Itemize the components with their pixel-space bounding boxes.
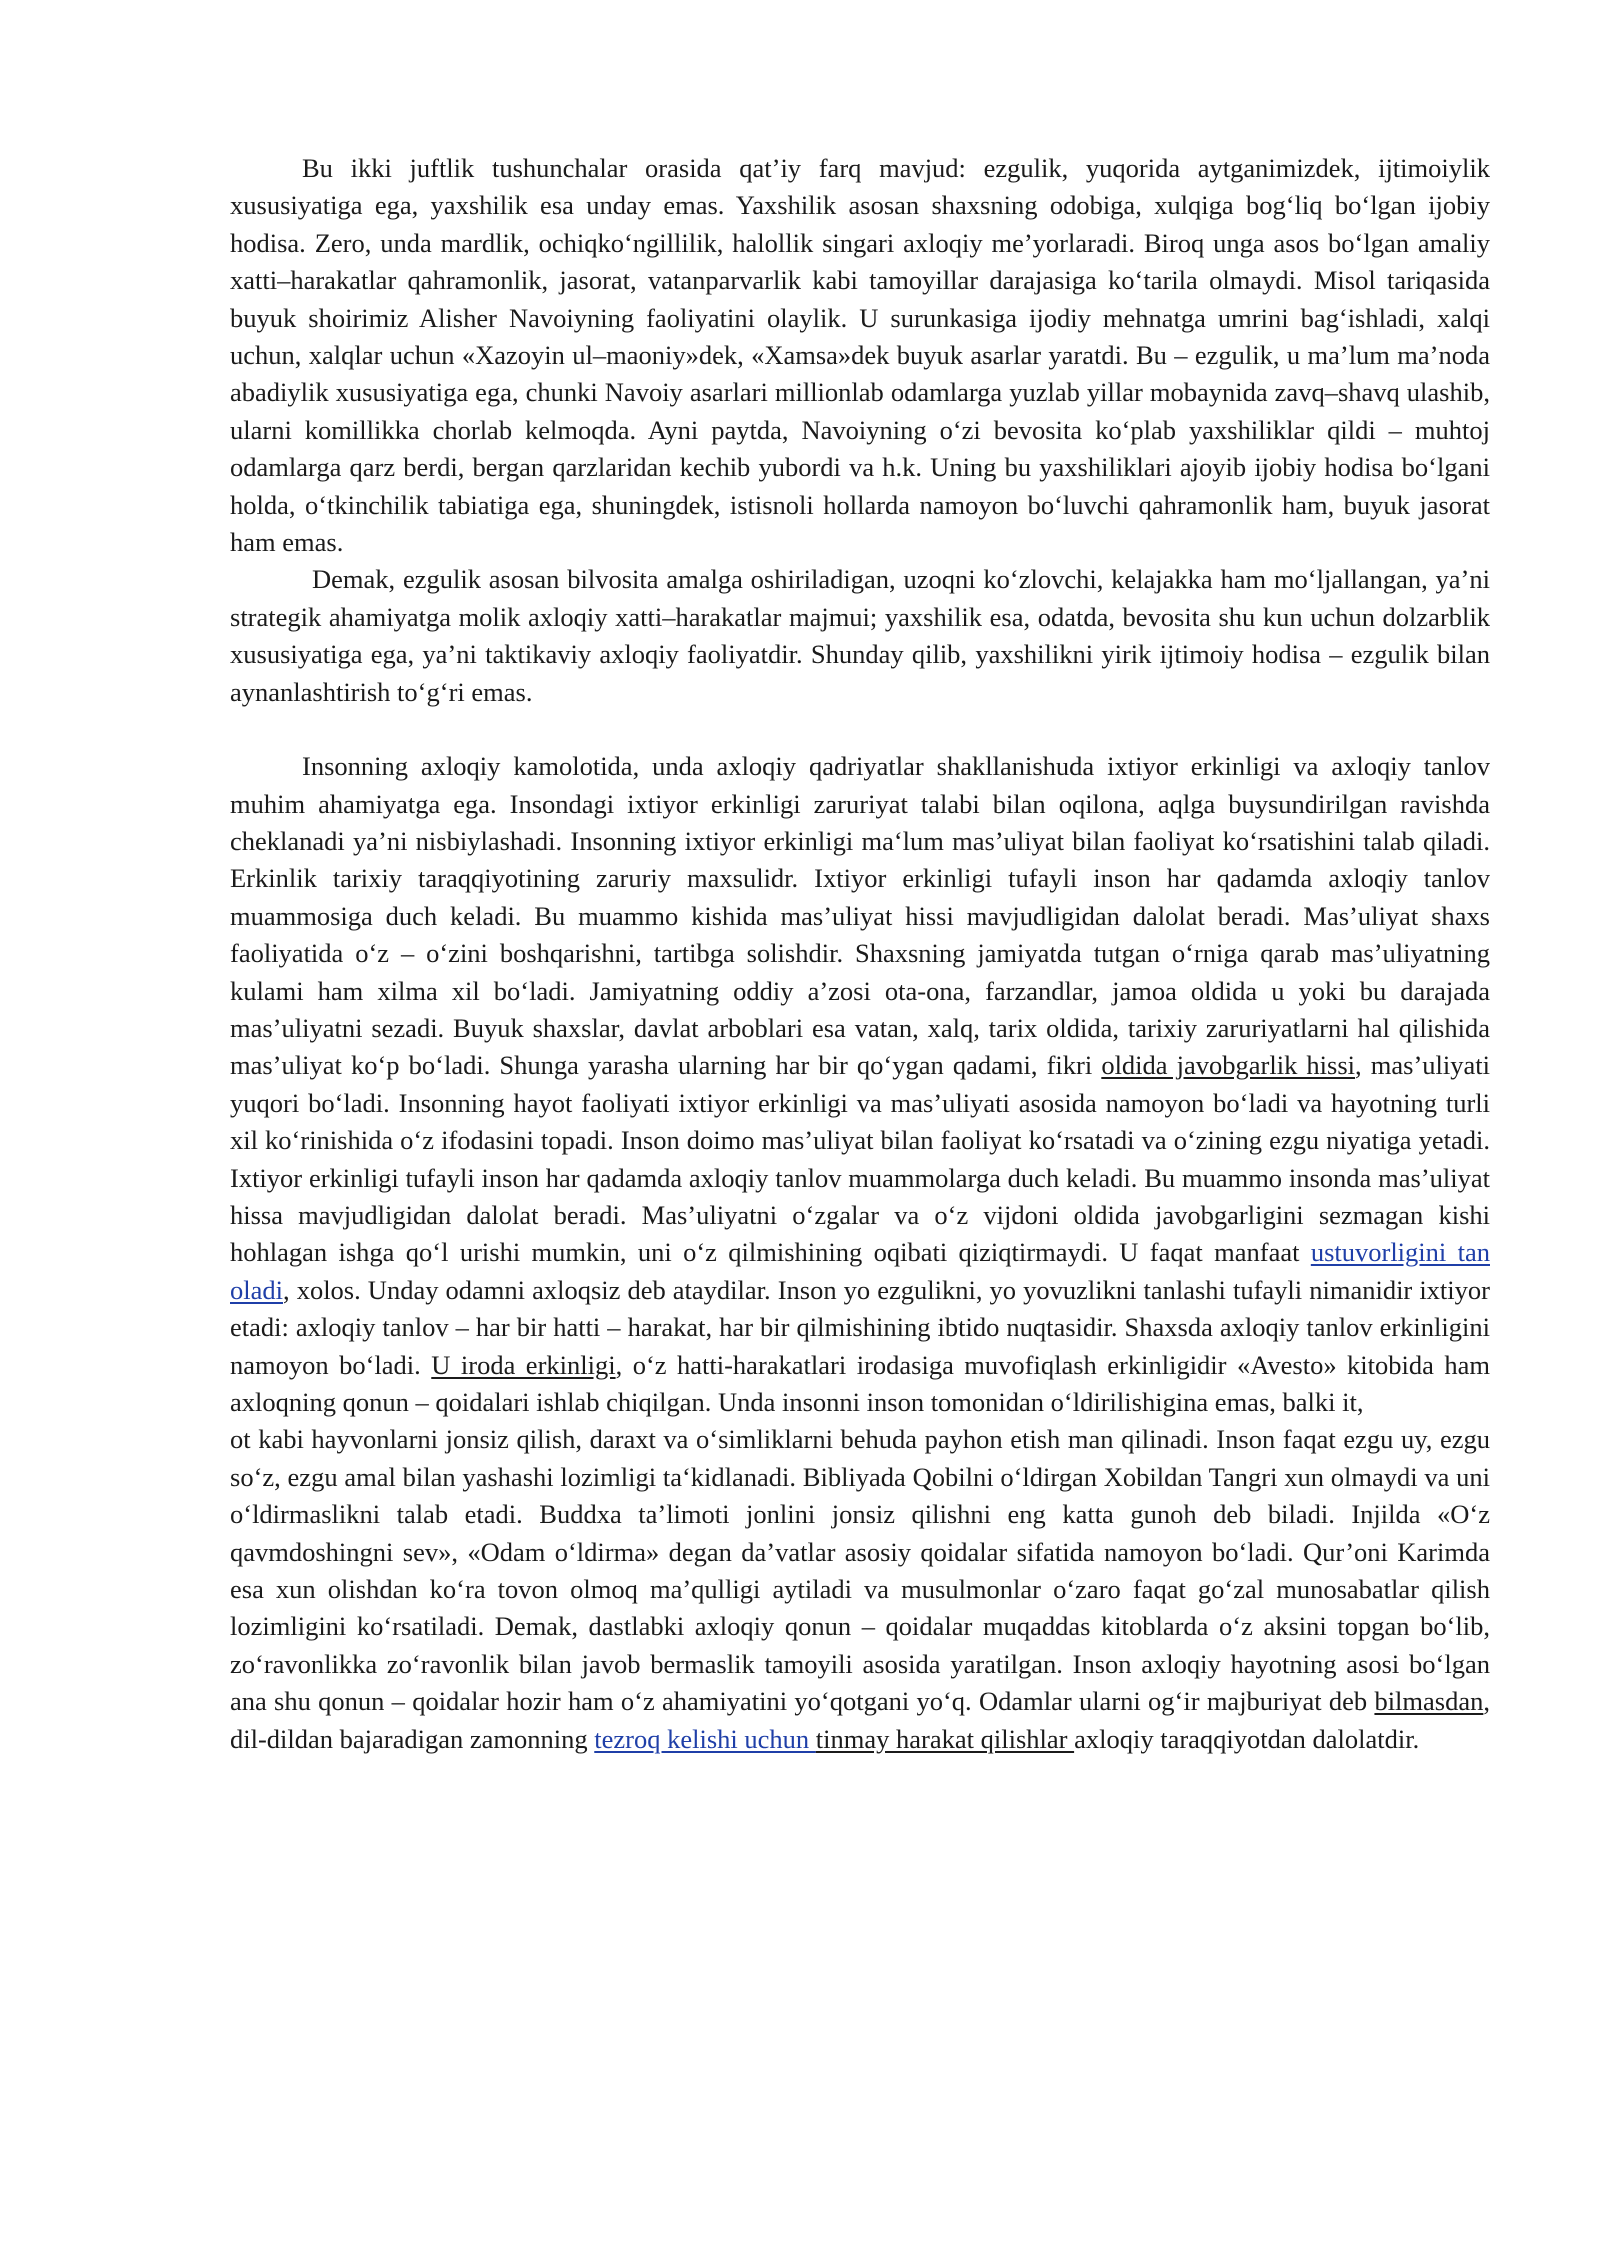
paragraph-gap [230, 711, 1490, 748]
paragraph-4 [230, 1421, 1490, 1758]
paragraph-2-text: Demak, ezgulik asosan bilvosita amalga oshiriladigan, uzoqni ko‘zlovchi, kelajakka ham mo‘ljallangan, ya’ni strategik ahamiyatga molik axloqiy xatti–harakatlar majmui; yaxshilik esa, odatda, bevosita shu kun uchun dolzarblik xususiyatiga ega, ya’ni taktikaviy axloqiy faoliyatdir. Shunday qilib, yaxshilikni yirik ijtimoiy hodisa – ezgulik bilan aynanlashtirish to‘g‘ri emas. [230, 564, 1490, 707]
underlined-phrase-iroda: U iroda erkinligi [431, 1349, 616, 1380]
paragraph-4-text-a: ot kabi hayvonlarni jonsiz qilish, daraxt va o‘simliklarni behuda payhon etish man qilinadi. Inson faqat ezgu uy, ezgu so‘z, ezgu amal bilan yashashi lozimligi ta‘kidlanadi. Bibliyada Qobilni o‘ldirgan Xobildan Tangri xun olmaydi va uni o‘ldirmaslikni talab etadi. Buddxa ta’limoti jonlini jonsiz qilishni eng katta gunoh deb biladi. Injilda «O‘z qavmdoshingni sev», «Odam o‘ldirma» degan da’vatlar asosiy qoidalar sifatida namoyon bo‘ladi. Qur’oni Karimda esa xun olishdan ko‘ra tovon olmoq ma’qulligi aytiladi va musulmonlar o‘zaro faqat go‘zal munosabatlar qilish lozimligini ko‘rsatiladi. Demak, dastlabki axloqiy qonun – qoidalar muqaddas kitoblarda o‘z aksini topgan bo‘lib, zo‘ravonlikka zo‘ravonlik bilan javob bermaslik tamoyili asosida yaratilgan. Inson axloqiy hayotning asosi bo‘lgan ana shu qonun – qoidalar hozir ham o‘z ahamiyatini yo‘qotgani yo‘q. Odamlar ularni og‘ir majburiyat deb [230, 1424, 1490, 1717]
paragraph-2 [230, 561, 1490, 711]
paragraph-3-text-c: , xolos. Unday odamni axloqsiz deb ataydilar. Inson yo ezgulikni, yo yovuzlikni tanlashi tufayli nimanidir ixtiyor etadi: axloqiy tanlov – har bir hatti – harakat, har bir qilmishining ibtido nuqtasidir. Shaxsda axloqiy tanlov erkinligini namoyon bo‘ladi. [230, 1274, 1490, 1380]
paragraph-1 [230, 150, 1490, 561]
underlined-phrase-responsibility: oldida javobgarlik hissi [1101, 1050, 1356, 1081]
link-tezroq-kelishi[interactable]: tezroq kelishi uchun [594, 1723, 816, 1754]
paragraph-4-text-c: axloqiy taraqqiyotdan dalolatdir. [1074, 1723, 1420, 1754]
underlined-phrase-tinmay: tinmay harakat qilishlar [815, 1723, 1075, 1754]
underlined-word-bilmasdan: bilmasdan [1374, 1686, 1484, 1717]
paragraph-1-text: Bu ikki juftlik tushunchalar orasida qat’iy farq mavjud: ezgulik, yuqorida aytganimizdek, ijtimoiylik xususiyatiga ega, yaxshilik esa unday emas. Yaxshilik asosan shaxsning odobiga, xulqiga bog‘liq bo‘lgan ijobiy hodisa. Zero, unda mardlik, ochiqko‘ngillilik, halollik singari axloqiy me’yorlaradi. Biroq unga asos bo‘lgan amaliy xatti–harakatlar qahramonlik, jasorat, vatanparvarlik kabi tamoyillar darajasiga ko‘tarila olmaydi. Misol tariqasida buyuk shoirimiz Alisher Navoiyning faoliyatini olaylik. U surunkasiga ijodiy mehnatga umrini bag‘ishladi, xalqi uchun, xalqlar uchun «Xazoyin ul–maoniy»dek, «Xamsa»dek buyuk asarlar yaratdi. Bu – ezgulik, u ma’lum ma’noda abadiylik xususiyatiga ega, chunki Navoiy asarlari millionlab odamlarga yuzlab yillar mobaynida zavq–shavq ulashib, ularni komillikka chorlab kelmoqda. Ayni paytda, Navoiyning o‘zi bevosita ko‘plab yaxshiliklar qildi – muhtoj odamlarga qarz berdi, bergan qarzlaridan kechib yubordi va h.k. Uning bu yaxshiliklari ajoyib ijobiy hodisa bo‘lgani holda, o‘tkinchilik tabiatiga ega, shuningdek, istisnoli hollarda namoyon bo‘luvchi qahramonlik ham, buyuk jasorat ham emas. [230, 153, 1490, 558]
paragraph-3-text-d: , o‘z hatti-harakatlari irodasiga muvofiqlash erkinligidir «Avesto» kitobida ham axloqning qonun – qoidalari ishlab chiqilgan. Unda insonni inson tomonidan o‘ldirilishigina emas, balki it, [230, 1349, 1490, 1417]
paragraph-4-text-b: , dil-dildan bajaradigan zamonning [230, 1686, 1490, 1754]
paragraph-3-text-b: , mas’uliyati yuqori bo‘ladi. Insonning hayot faoliyati ixtiyor erkinligi va mas’uliyati asosida namoyon bo‘ladi va hayotning turli xil ko‘rinishida o‘z ifodasini topadi. Inson doimo mas’uliyat bilan faoliyat ko‘rsatadi va o‘zining ezgu niyatiga yetadi. Ixtiyor erkinligi tufayli inson har qadamda axloqiy tanlov muammolarga duch keladi. Bu muammo insonda mas’uliyat hissa mavjudligidan dalolat beradi. Mas’uliyatni o‘zgalar va o‘z vijdoni oldida javobgarligini sezmagan kishi hohlagan ishga qo‘l urishi mumkin, uni o‘z qilmishining oqibati qiziqtirmaydi. U faqat manfaat [230, 1050, 1490, 1268]
paragraph-3-text-a: Insonning axloqiy kamolotida, unda axloqiy qadriyatlar shakllanishuda ixtiyor erkinligi va axloqiy tanlov muhim ahamiyatga ega. Insondagi ixtiyor erkinligi zaruriyat talabi bilan oqilona, aqlga buysundirilgan ravishda cheklanadi ya’ni nisbiylashadi. Insonning ixtiyor erkinligi ma‘lum mas’uliyat bilan faoliyat ko‘rsatishini talab qiladi. Erkinlik tarixiy taraqqiyotining zaruriy maxsulidr. Ixtiyor erkinligi tufayli inson har qadamda axloqiy tanlov muammosiga duch keladi. Bu muammo kishida mas’uliyat hissi mavjudligidan dalolat beradi. Mas’uliyat shaxs faoliyatida o‘z – o‘zini boshqarishni, tartibga solishdir. Shaxsning jamiyatda tutgan o‘rniga qarab mas’uliyatning kulami ham xilma xil bo‘ladi. Jamiyatning oddiy a’zosi ota-ona, farzandlar, jamoa oldida u yoki bu darajada mas’uliyatni sezadi. Buyuk shaxslar, davlat arboblari esa vatan, xalq, tarix oldida, tarixiy zaruriyatlarni hal qilishida mas’uliyat ko‘p bo‘ladi. Shunga yarasha ularning har bir qo‘ygan qadami, fikri [230, 751, 1490, 1081]
link-ustuvorligini[interactable]: ustuvorligini tan oladi [230, 1237, 1490, 1305]
paragraph-3 [230, 748, 1490, 1421]
